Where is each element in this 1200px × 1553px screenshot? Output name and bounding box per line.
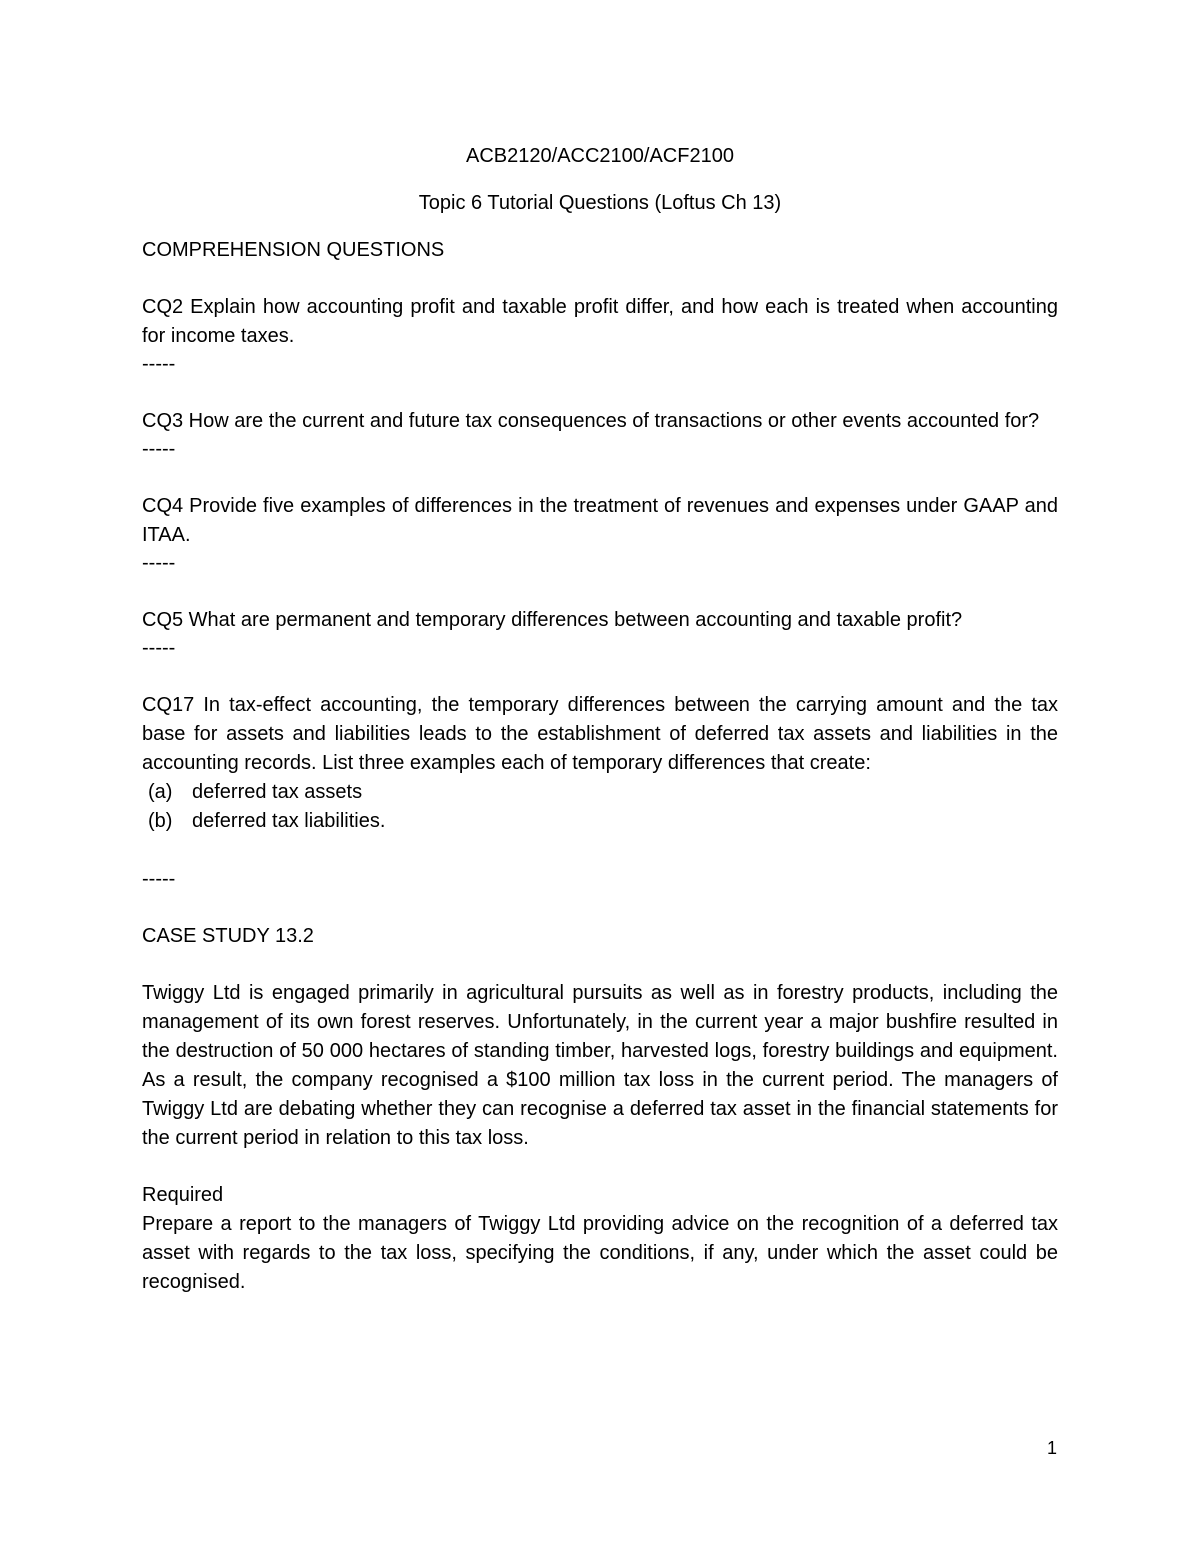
list-marker: (b)	[148, 810, 173, 832]
separator: -----	[142, 552, 176, 574]
list-marker: (a)	[148, 781, 173, 803]
comprehension-heading: COMPREHENSION QUESTIONS	[142, 239, 445, 261]
question-cq17: CQ17 In tax-effect accounting, the temporary differences between the carrying amount and the tax base for assets and liabilities leads to the establishment of deferred tax assets and liabilities in the accounting records. List three examples each of temporary differences that create:	[142, 694, 1058, 774]
required-text: Prepare a report to the managers of Twiggy Ltd providing advice on the recognition of a deferred tax asset with regards to the tax loss, specifying the conditions, if any, under which the asset could be recognised.	[142, 1213, 1058, 1293]
question-cq5: CQ5 What are permanent and temporary differences between accounting and taxable profit?	[142, 609, 963, 631]
topic-title: Topic 6 Tutorial Questions (Loftus Ch 13)	[418, 192, 782, 214]
separator: -----	[142, 637, 176, 659]
separator: -----	[142, 438, 176, 460]
question-cq4: CQ4 Provide five examples of differences in the treatment of revenues and expenses under GAAP and ITAA.	[142, 495, 1058, 546]
separator: -----	[142, 353, 176, 375]
case-study-heading: CASE STUDY 13.2	[142, 925, 314, 947]
cq17-sub-items	[142, 778, 1058, 836]
list-item	[142, 807, 1058, 836]
question-cq3: CQ3 How are the current and future tax consequences of transactions or other events accounted for?	[142, 410, 1040, 432]
list-item-text: deferred tax liabilities.	[192, 810, 386, 832]
separator: -----	[142, 868, 176, 890]
list-item	[142, 778, 1058, 807]
required-label: Required	[142, 1184, 224, 1206]
question-cq2: CQ2 Explain how accounting profit and taxable profit differ, and how each is treated when accounting for income taxes.	[142, 296, 1058, 347]
page-number: 1	[1046, 1438, 1057, 1458]
case-study-body: Twiggy Ltd is engaged primarily in agricultural pursuits as well as in forestry products, including the management of its own forest reserves. Unfortunately, in the current year a major bushfire resulted in the destruction of 50 000 hectares of standing timber, harvested logs, forestry buildings and equipment. As a result, the company recognised a $100 million tax loss in the current period. The managers of Twiggy Ltd are debating whether they can recognise a deferred tax asset in the financial statements for the current period in relation to this tax loss.	[142, 982, 1058, 1149]
page-content	[142, 142, 1058, 1297]
list-item-text: deferred tax assets	[192, 781, 363, 803]
course-codes: ACB2120/ACC2100/ACF2100	[466, 145, 734, 167]
